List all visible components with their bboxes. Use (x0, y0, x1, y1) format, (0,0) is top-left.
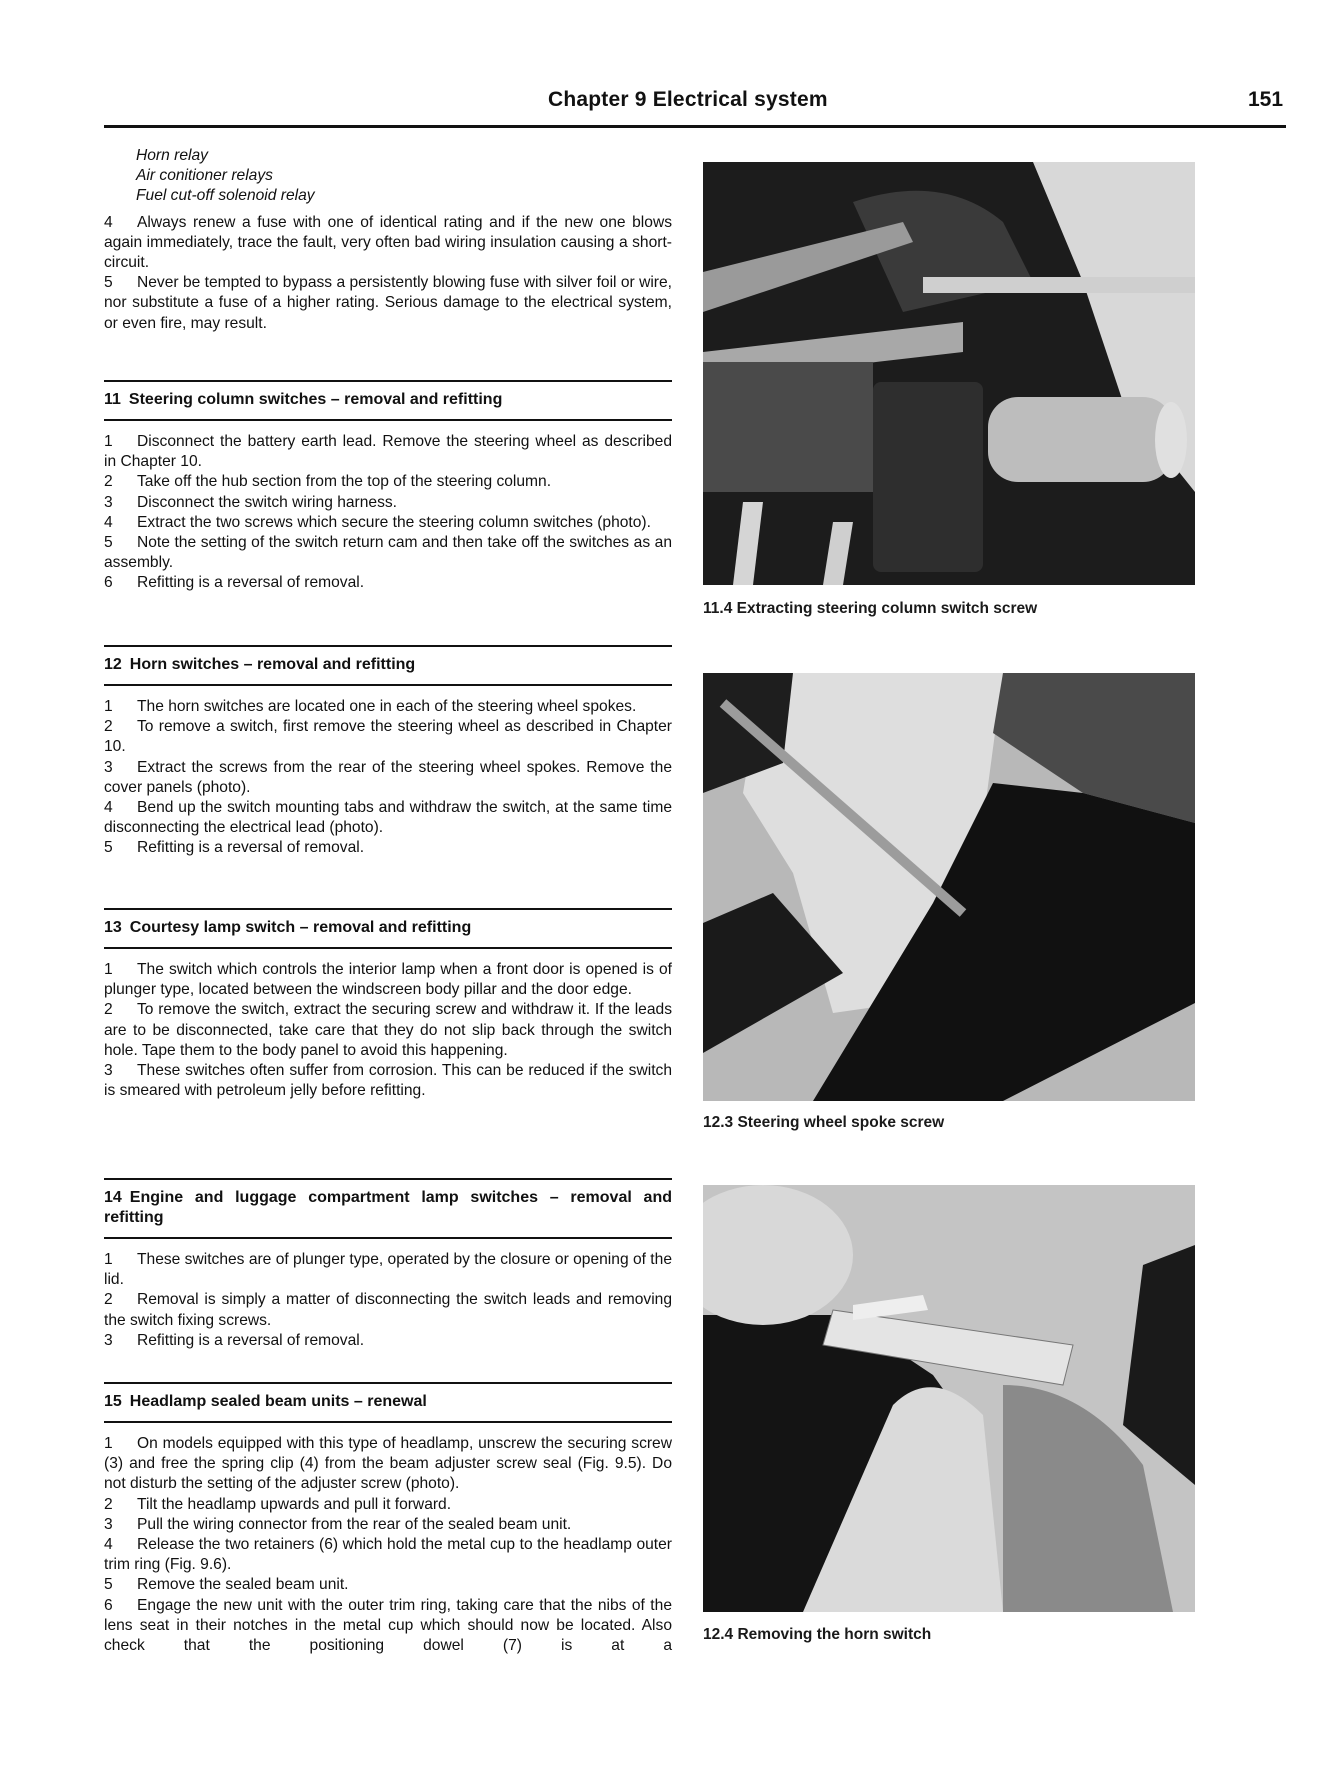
paragraph: 4 Bend up the switch mounting tabs and withdraw the switch, at the same time disconnecting the electrical lead (photo). (104, 799, 672, 837)
paragraph: 1 These switches are of plunger type, operated by the closure or opening of the lid. (104, 1251, 672, 1289)
steering-wheel-spoke-photo (703, 673, 1195, 1101)
steering-column-switch-photo (703, 162, 1195, 585)
paragraph: 4 Extract the two screws which secure the steering column switches (photo). (104, 513, 651, 531)
section-11 (104, 380, 672, 594)
paragraph: 2 Removal is simply a matter of disconnecting the switch leads and removing the switch fixing screws. (104, 1291, 672, 1329)
chapter-title: Chapter 9 Electrical system (548, 88, 828, 111)
paragraph: 1 The switch which controls the interior lamp when a front door is opened is of plunger type, located between the windscreen body pillar and the door edge. (104, 961, 672, 999)
paragraph: 3 Disconnect the switch wiring harness. (104, 493, 398, 511)
section-14 (104, 1178, 672, 1351)
horn-switch-photo (703, 1185, 1195, 1612)
paragraph: 3 Refitting is a reversal of removal. (104, 1331, 365, 1349)
section-heading: 13 Courtesy lamp switch – removal and refitting (104, 919, 472, 936)
section-heading: 11 Steering column switches – removal and refitting (104, 391, 503, 408)
paragraph: 5 Remove the sealed beam unit. (104, 1576, 349, 1594)
paragraph: 2 To remove a switch, first remove the steering wheel as described in Chapter 10. (104, 718, 672, 756)
relay-list (104, 146, 672, 207)
paragraph: 2 Tilt the headlamp upwards and pull it forward. (104, 1495, 452, 1513)
section-heading: 14 Engine and luggage compartment lamp switches – removal and refitting (104, 1189, 672, 1226)
section-15 (104, 1382, 672, 1656)
paragraph: 1 The horn switches are located one in each of the steering wheel spokes. (104, 698, 637, 715)
photo-caption: 11.4 Extracting steering column switch screw (703, 600, 1038, 617)
paragraph: 4 Always renew a fuse with one of identical rating and if the new one blows again immediately, trace the fault, very often bad wiring insulation causing a short-circuit. (104, 213, 672, 272)
relay-item: Horn relay (136, 147, 208, 164)
photo-image-icon (703, 673, 1195, 1101)
photo-caption: 12.3 Steering wheel spoke screw (703, 1114, 945, 1131)
section-13 (104, 908, 672, 1101)
photo-image-icon (703, 162, 1195, 585)
paragraph: 2 Take off the hub section from the top of the steering column. (104, 473, 552, 491)
relay-item: Fuel cut-off solenoid relay (136, 187, 315, 205)
paragraph: 6 Engage the new unit with the outer trim ring, taking care that the nibs of the lens seat in their notches in the metal cup which should now be located. Also check that the positioning dowel (7) is at a (104, 1596, 672, 1655)
paragraph: 3 Pull the wiring connector from the rear of the sealed beam unit. (104, 1515, 572, 1533)
photo-image-icon (703, 1185, 1195, 1612)
section-12 (104, 645, 672, 859)
paragraph: 5 Note the setting of the switch return cam and then take off the switches as an assembly. (104, 534, 672, 572)
paragraph: 5 Never be tempted to bypass a persistently blowing fuse with silver foil or wire, nor substitute a fuse of a higher rating. Serious damage to the electrical system, or even fire, may result. (104, 274, 672, 332)
photo-caption: 12.4 Removing the horn switch (703, 1626, 932, 1643)
page-number: 151 (1248, 88, 1284, 111)
section-heading: 15 Headlamp sealed beam units – renewal (104, 1393, 427, 1410)
paragraph: 2 To remove the switch, extract the securing screw and withdraw it. If the leads are to be disconnected, take care that they do not slip back through the switch hole. Tape them to the body panel to avoid this happening. (104, 1001, 672, 1059)
paragraph: 1 Disconnect the battery earth lead. Remove the steering wheel as described in Chapter 10. (104, 433, 672, 471)
paragraph: 5 Refitting is a reversal of removal. (104, 839, 365, 857)
paragraph: 3 These switches often suffer from corrosion. This can be reduced if the switch is smeared with petroleum jelly before refitting. (104, 1062, 672, 1100)
paragraph: 6 Refitting is a reversal of removal. (104, 574, 365, 592)
paragraph: 4 Release the two retainers (6) which hold the metal cup to the headlamp outer trim ring (Fig. 9.6). (104, 1536, 672, 1574)
paragraph: 1 On models equipped with this type of headlamp, unscrew the securing screw (3) and free the spring clip (4) from the beam adjuster screw seal (Fig. 9.5). Do not disturb the setting of the adjuster screw (photo). (104, 1435, 672, 1493)
intro-block (104, 146, 672, 334)
header-rule (104, 125, 1286, 128)
section-heading: 12 Horn switches – removal and refitting (104, 656, 416, 673)
relay-item: Air conitioner relays (136, 167, 273, 185)
paragraph: 3 Extract the screws from the rear of the steering wheel spokes. Remove the cover panels (photo). (104, 758, 672, 796)
